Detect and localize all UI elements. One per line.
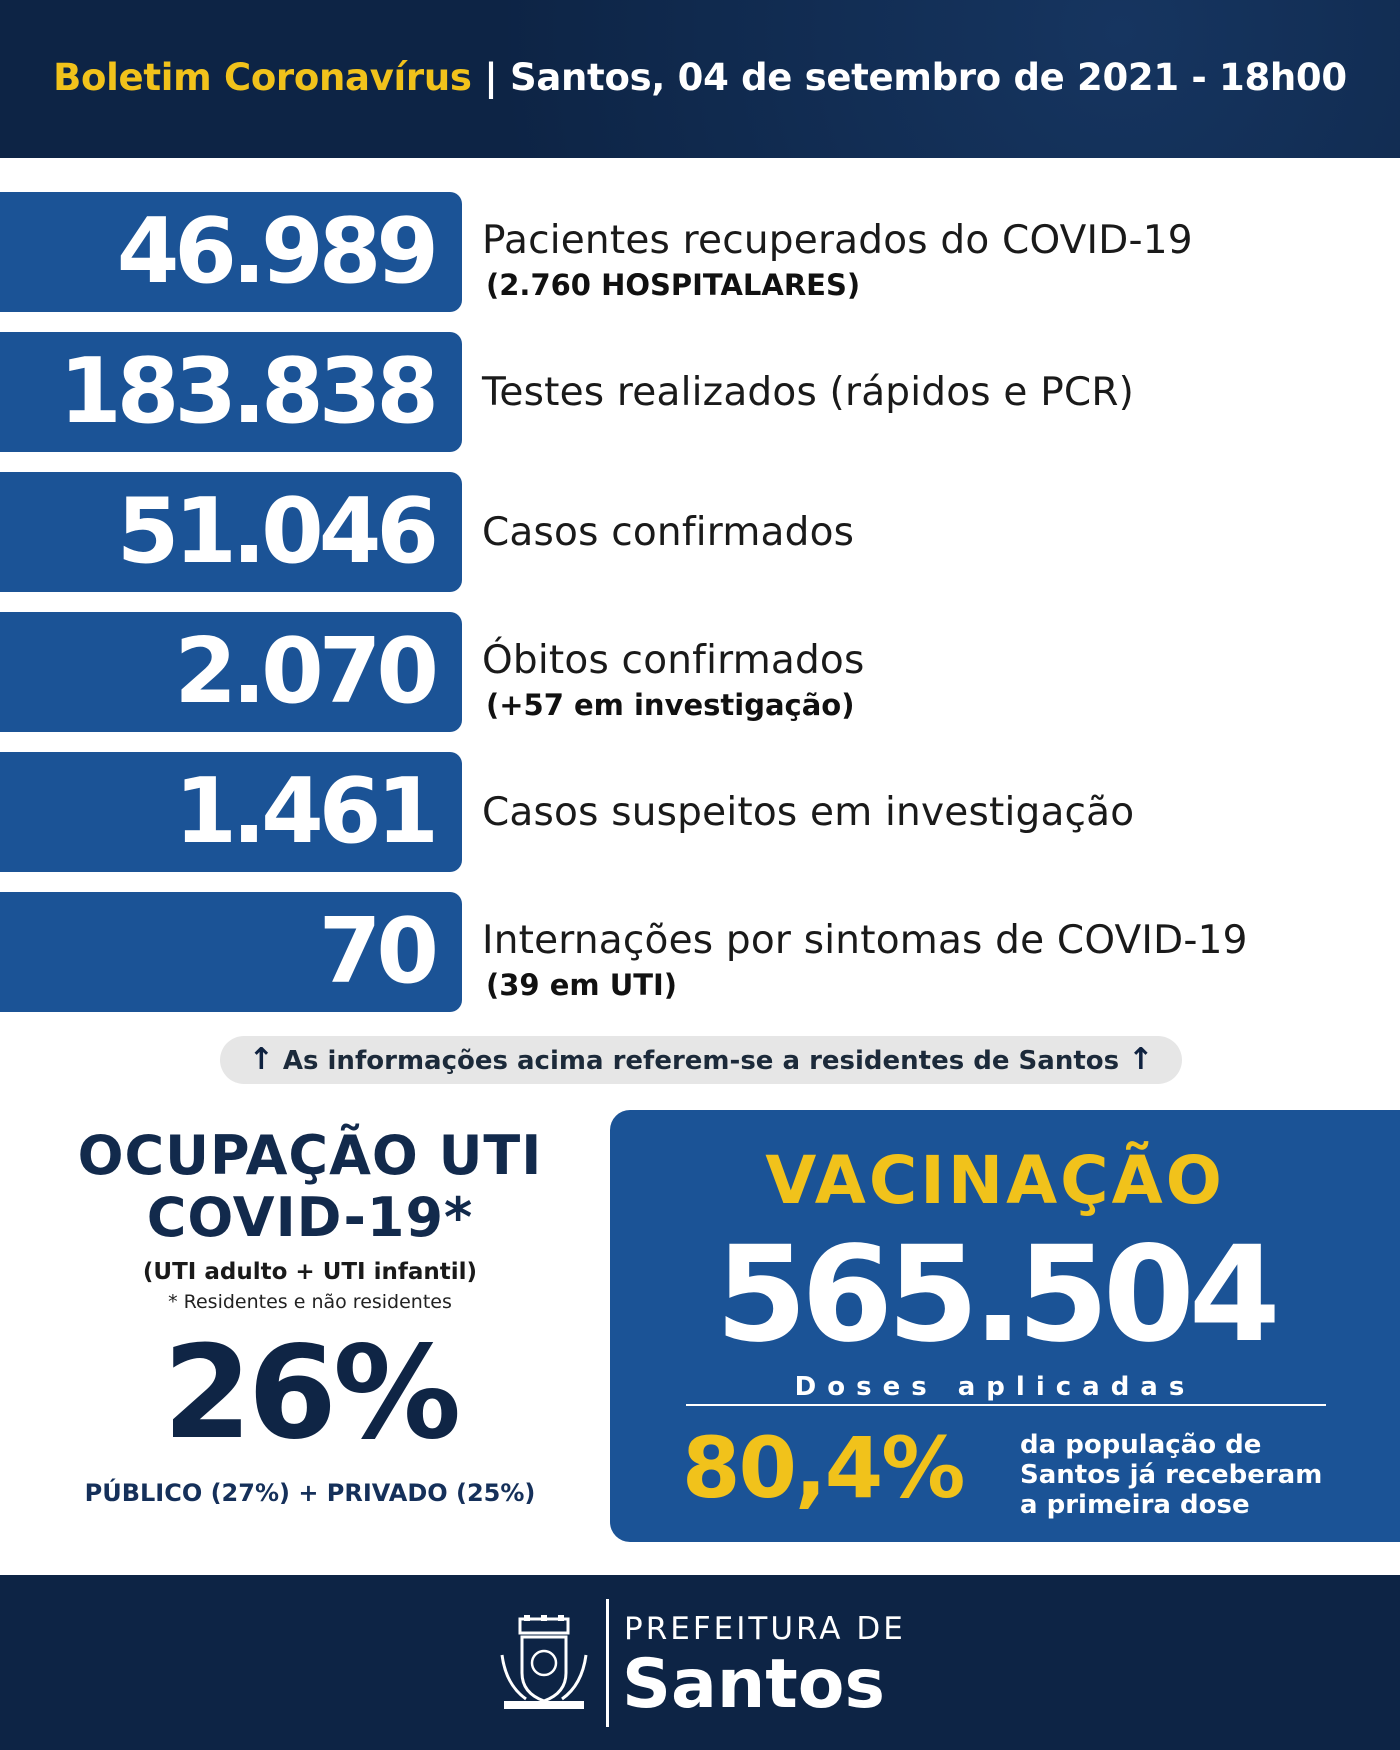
footer-org-line2: Santos <box>622 1645 885 1724</box>
stat-box <box>0 892 462 1012</box>
stat-box <box>0 332 462 452</box>
stat-value: 1.461 <box>174 759 434 864</box>
stat-row-confirmed <box>0 472 1400 592</box>
vaccination-panel <box>610 1110 1400 1542</box>
bulletin-title <box>0 56 1400 99</box>
city-crest-icon <box>496 1615 592 1711</box>
residents-notice-text: As informações acima referem-se a residentes de Santos <box>282 1046 1120 1076</box>
stat-label: Casos suspeitos em investigação <box>482 790 1135 835</box>
bulletin-title-highlight: Boletim Coronavírus <box>53 56 472 99</box>
stat-row-tests <box>0 332 1400 452</box>
stat-box <box>0 192 462 312</box>
stat-value: 46.989 <box>116 199 434 304</box>
icu-title-line1: OCUPAÇÃO UTI <box>77 1124 543 1187</box>
icu-note: * Residentes e não residentes <box>168 1291 452 1313</box>
stat-label: Internações por sintomas de COVID-19 <box>482 918 1248 963</box>
icu-split: PÚBLICO (27%) + PRIVADO (25%) <box>84 1479 536 1507</box>
first-dose-desc-line3: a primeira dose <box>1020 1490 1250 1520</box>
header-banner <box>0 0 1400 158</box>
stat-row-recovered <box>0 192 1400 312</box>
stat-value: 70 <box>318 899 434 1004</box>
first-dose-desc-line1: da população de <box>1020 1430 1262 1460</box>
icu-title-line2: COVID-19* <box>146 1186 474 1249</box>
stat-row-hospitalized <box>0 892 1400 1012</box>
arrow-up-icon: ↑ <box>1128 1042 1154 1077</box>
stat-sublabel: (+57 em investigação) <box>486 688 855 722</box>
stat-sublabel: (39 em UTI) <box>486 968 678 1002</box>
vaccination-doses-value: 565.504 <box>715 1218 1275 1372</box>
stat-label: Óbitos confirmados <box>482 638 865 683</box>
stat-row-suspected <box>0 752 1400 872</box>
stat-value: 183.838 <box>59 339 434 444</box>
residents-notice <box>220 1036 1182 1084</box>
stat-value: 2.070 <box>174 619 434 724</box>
icu-occupancy-panel <box>30 1125 590 1507</box>
first-dose-desc-line2: Santos já receberam <box>1020 1460 1323 1490</box>
stat-sublabel: (2.760 HOSPITALARES) <box>486 268 861 302</box>
stat-box <box>0 472 462 592</box>
icu-percentage: 26% <box>162 1319 458 1468</box>
vaccination-divider <box>686 1404 1326 1406</box>
vaccination-doses-label: Doses aplicadas <box>794 1372 1196 1402</box>
stat-label: Casos confirmados <box>482 510 855 555</box>
stat-label: Pacientes recuperados do COVID-19 <box>482 218 1193 263</box>
footer-banner <box>0 1575 1400 1750</box>
footer-divider <box>606 1599 609 1727</box>
stat-row-deaths <box>0 612 1400 732</box>
first-dose-description <box>1020 1430 1322 1520</box>
stat-value: 51.046 <box>116 479 434 584</box>
stat-label: Testes realizados (rápidos e PCR) <box>482 370 1135 415</box>
stat-box <box>0 752 462 872</box>
footer-org-line1: PREFEITURA DE <box>624 1611 906 1647</box>
first-dose-percentage: 80,4% <box>682 1419 964 1517</box>
icu-subtitle: (UTI adulto + UTI infantil) <box>142 1259 478 1285</box>
bulletin-title-date: | Santos, 04 de setembro de 2021 - 18h00 <box>471 56 1347 99</box>
arrow-up-icon: ↑ <box>248 1042 274 1077</box>
stat-box <box>0 612 462 732</box>
vaccination-title: VACINAÇÃO <box>765 1142 1225 1219</box>
